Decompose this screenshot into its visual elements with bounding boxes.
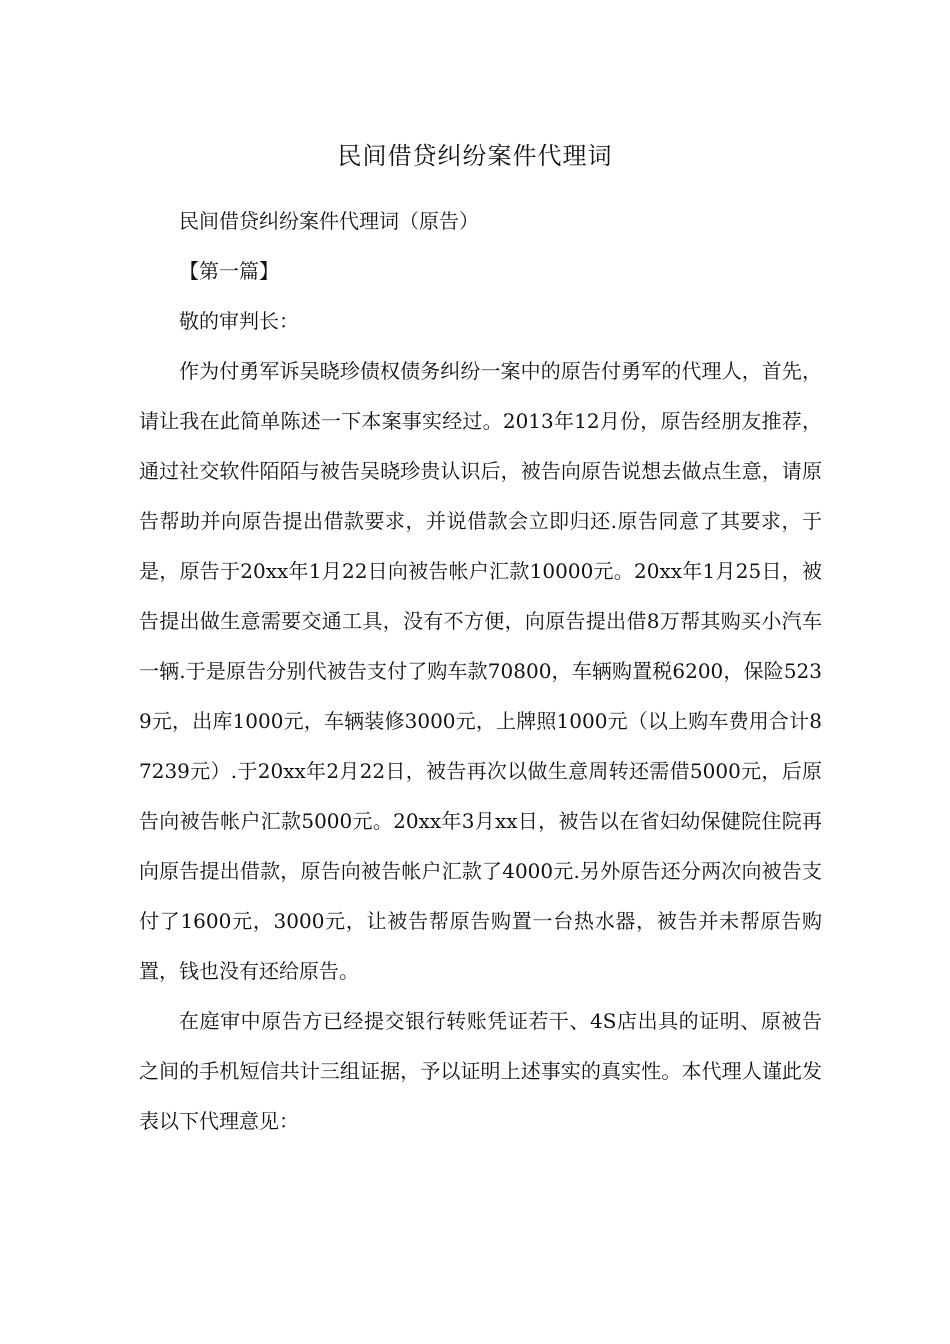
- subtitle-paragraph: 民间借贷纠纷案件代理词（原告）: [179, 209, 479, 233]
- facts-paragraph: 作为付勇军诉吴晓珍债权债务纠纷一案中的原告付勇军的代理人，首先，请让我在此简单陈述一下本案事实经过。2013年12月份，原告经朋友推荐，通过社交软件陌陌与被告吴晓珍贵认识后，被告向原告说想去做点生意，请原告帮助并向原告提出借款要求，并说借款会立即归还.原告同意了其要求，于是，原告于20xx年1月22日向被告帐户汇款10000元。20xx年1月25日，被告提出做生意需要交通工具，没有不方便，向原告提出借8万帮其购买小汽车一辆.于是原告分别代被告支付了购车款70800，车辆购置税6200，保险5239元，出库1000元，车辆装修3000元，上牌照1000元（以上购车费用合计87239元）.于20xx年2月22日，被告再次以做生意周转还需借5000元，后原告向被告帐户汇款5000元。20xx年3月xx日，被告以在省妇幼保健院住院再向原告提出借款，原告向被告帐户汇款了4000元.另外原告还分两次向被告支付了1600元，3000元，让被告帮原告购置一台热水器，被告并未帮原告购置，钱也没有还给原告。: [139, 359, 822, 983]
- section-heading: 【第一篇】: [179, 259, 279, 283]
- document-title: 民间借贷纠纷案件代理词: [337, 142, 613, 170]
- evidence-paragraph: 在庭审中原告方已经提交银行转账凭证若干、4S店出具的证明、原被告之间的手机短信共计三组证据，予以证明上述事实的真实性。本代理人谨此发表以下代理意见：: [139, 1009, 822, 1133]
- salutation-paragraph: 敬的审判长：: [179, 309, 299, 333]
- document-body: [139, 196, 822, 1146]
